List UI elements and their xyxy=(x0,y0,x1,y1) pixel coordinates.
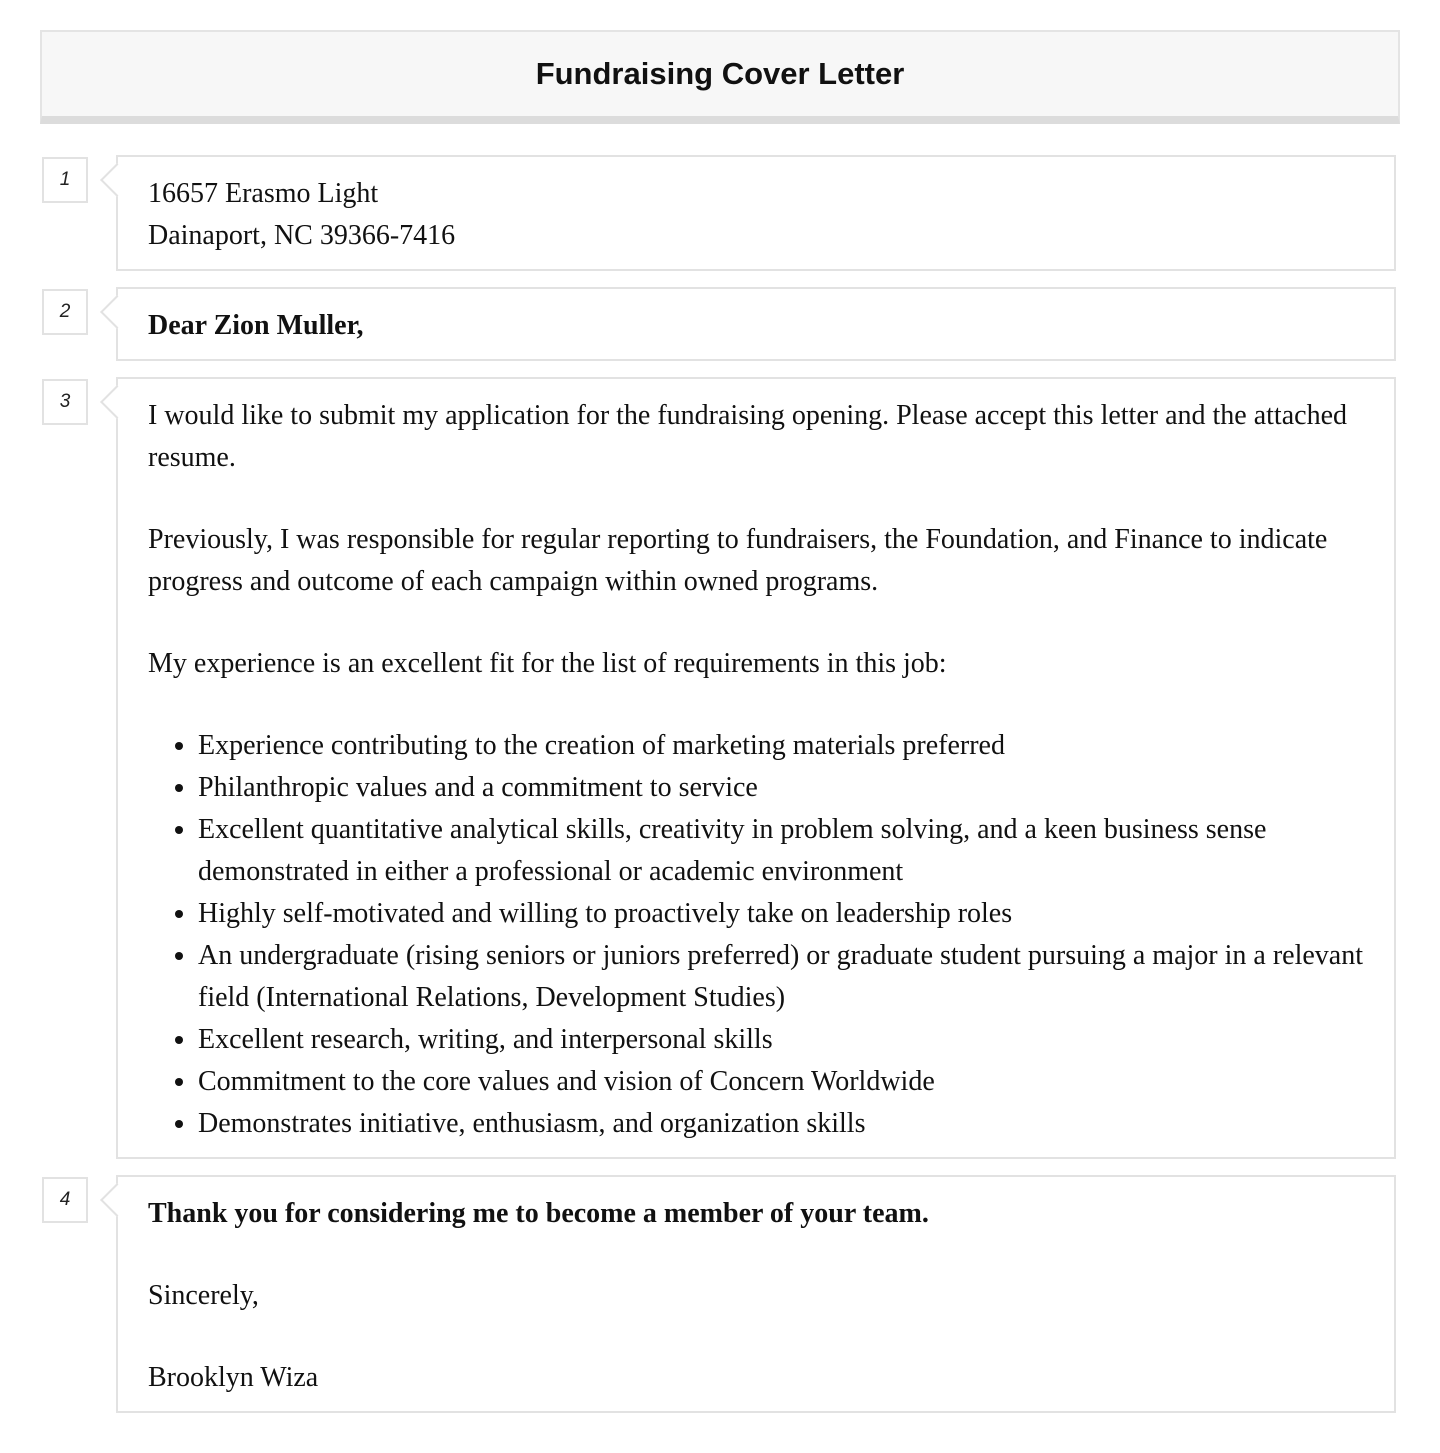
greeting: Dear Zion Muller, xyxy=(148,310,364,341)
list-item: • Demonstrates initiative, enthusiasm, and organization skills xyxy=(198,1103,1364,1145)
intro-paragraph: I would like to submit my application for the fundraising opening. Please accept this letter and the attached resume. xyxy=(148,400,1347,473)
document-title: Fundraising Cover Letter xyxy=(535,56,905,91)
list-item: • Highly self-motivated and willing to proactively take on leadership roles xyxy=(198,893,1364,935)
section-number-1: 1 xyxy=(42,157,88,203)
signature: Brooklyn Wiza xyxy=(148,1362,319,1393)
section-number-2: 2 xyxy=(42,289,88,335)
address-line-2: Dainaport, NC 39366-7416 xyxy=(148,220,456,251)
list-item: • An undergraduate (rising seniors or juniors preferred) or graduate student pursuing a major in a relevant field (International Relations, Development Studies) xyxy=(198,935,1364,1019)
section-number-4: 4 xyxy=(42,1177,88,1223)
experience-paragraph: Previously, I was responsible for regular reporting to fundraisers, the Foundation, and Finance to indicate progress and outcome of each campaign within owned programs. xyxy=(148,524,1328,597)
address-line-1: 16657 Erasmo Light xyxy=(148,178,379,209)
list-item: • Philanthropic values and a commitment to service xyxy=(198,767,1364,809)
section-number-3: 3 xyxy=(42,379,88,425)
requirements-list xyxy=(148,725,1364,1145)
fit-statement: My experience is an excellent fit for the list of requirements in this job: xyxy=(148,648,947,679)
list-item: • Excellent research, writing, and interpersonal skills xyxy=(198,1019,1364,1061)
section-closing xyxy=(116,1175,1396,1413)
section-address xyxy=(116,155,1396,271)
document-header xyxy=(40,30,1400,124)
thanks-line: Thank you for considering me to become a member of your team. xyxy=(148,1198,929,1229)
section-greeting xyxy=(116,287,1396,361)
closing-line: Sincerely, xyxy=(148,1280,259,1311)
list-item: • Commitment to the core values and vision of Concern Worldwide xyxy=(198,1061,1364,1103)
section-body xyxy=(116,377,1396,1159)
list-item: • Experience contributing to the creation of marketing materials preferred xyxy=(198,725,1364,767)
list-item: • Excellent quantitative analytical skills, creativity in problem solving, and a keen business sense demonstrated in either a professional or academic environment xyxy=(198,809,1364,893)
